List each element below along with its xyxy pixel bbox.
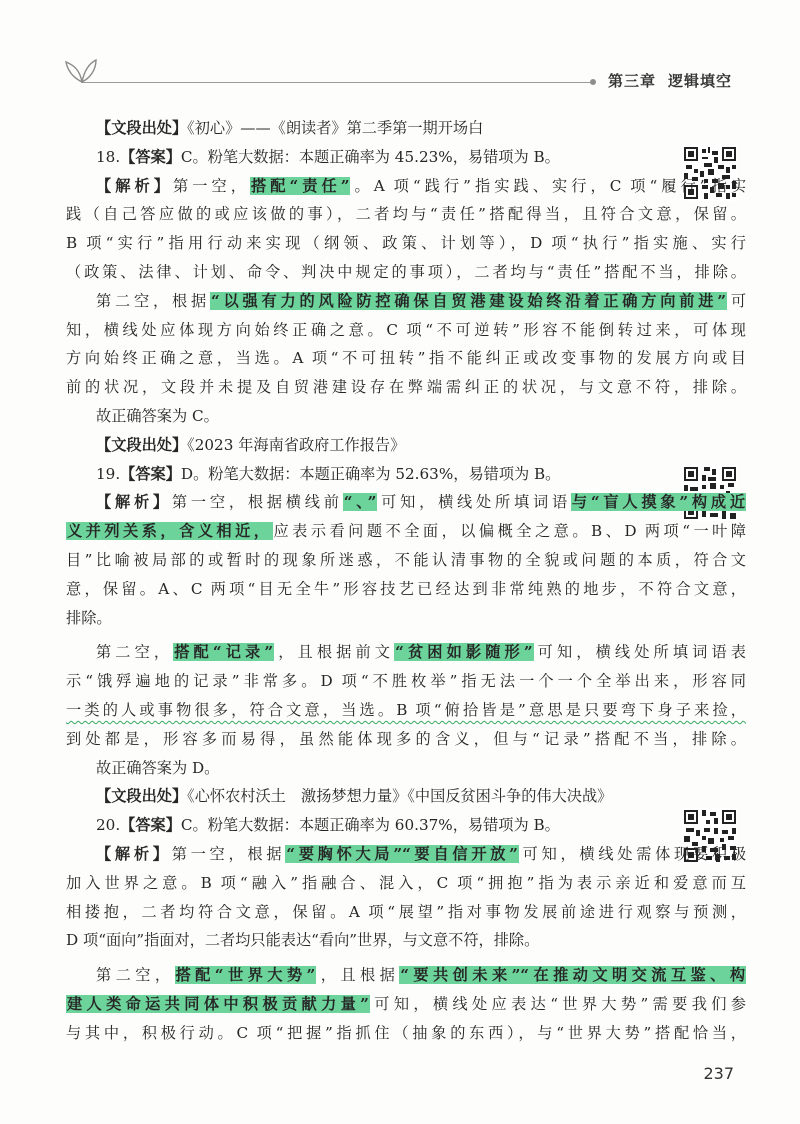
text-run: 可知，横线处所填词语	[377, 493, 571, 512]
highlight: “贫困如影随形”	[395, 643, 533, 662]
source-line	[66, 431, 746, 460]
source-line	[66, 114, 746, 143]
highlight: “要胸怀大局”“要自信开放”	[286, 844, 518, 863]
question-number: 19.	[96, 464, 121, 483]
page-body	[66, 114, 746, 1048]
analysis-line: D 项“面向”指面对，二者均只能表达“看向”世界，与文意不符，排除。	[66, 931, 540, 950]
chapter-heading	[608, 70, 732, 91]
answer-text: C。粉笔大数据：本题正确率为 60.37%，易错项为 B。	[180, 816, 560, 835]
answer-label: 【答案】	[120, 816, 181, 835]
analysis-line	[66, 287, 746, 316]
analysis-label: 【解析】	[96, 493, 172, 512]
analysis-line: 目”比喻被局部的或暂时的现象所迷惑，不能认清事物的全貌或问题的本质，符合文	[66, 550, 746, 569]
analysis-line: 示“饿殍遍地的记录”非常多。D 项“不胜枚举”指无法一个一个全举出来，形容同	[66, 672, 746, 691]
analysis-line: （政策、法律、计划、命令、判决中规定的事项），二者均与“责任”搭配不当，排除。	[66, 262, 746, 281]
source-label: 【文段出处】	[96, 787, 188, 806]
analysis-line: 知，横线处应体现方向始终正确之意。C 项“不可逆转”形容不能倒转过来，可体现	[66, 320, 746, 339]
header-rule-dot	[590, 79, 596, 85]
highlight: “、”	[343, 493, 377, 512]
source-text: 《2023 年海南省政府工作报告》	[187, 435, 406, 454]
text-run: 第二空，根据	[96, 291, 210, 310]
text-run: ，且根据前文	[274, 643, 395, 662]
text-run: 第一空，根据	[171, 844, 286, 863]
highlight: 搭配“责任”	[250, 176, 350, 195]
chapter-title: 逻辑填空	[667, 72, 732, 90]
analysis-line	[66, 961, 746, 990]
text-run: 可知，横线处所填词语表	[533, 643, 746, 662]
analysis-line: 与其中，积极行动。C 项“把握”指抓住（抽象的东西），与“世界大势”搭配恰当，	[66, 1023, 746, 1042]
analysis-line: 加入世界之意。B 项“融入”指融合、混入，C 项“拥抱”指为表示亲近和爱意而互	[66, 873, 746, 892]
analysis-line	[66, 840, 746, 869]
text-run: 第二空，	[96, 966, 175, 985]
chapter-number: 第三章	[607, 72, 656, 90]
answer-label: 【答案】	[120, 147, 181, 166]
page-number: 237	[703, 1064, 734, 1083]
wavy-underline-text: 一类的人或事物很多，符合文意，当选。B 项“俯拾皆是”意思是只要弯下身子来捡，	[66, 700, 746, 719]
text-run: 第二空，	[96, 643, 174, 662]
question-number: 18.	[96, 147, 121, 166]
question-number: 20.	[96, 816, 121, 835]
analysis-line	[66, 172, 746, 201]
source-line	[66, 782, 746, 811]
analysis-line: 前的状况，文段并未提及自贸港建设存在弊端需纠正的状况，与文意不符，排除。	[66, 378, 746, 397]
text-run: 可知，横线处需体现要积极	[518, 844, 747, 863]
text-run: 。A 项“践行”指实践、实行，C 项“履行”指实	[350, 176, 747, 195]
analysis-line	[66, 638, 746, 667]
highlight: 搭配“记录”	[174, 643, 274, 662]
analysis-label: 【解析】	[96, 844, 172, 863]
header-rule	[82, 82, 592, 83]
highlight: 义并列关系，含义相近，	[67, 522, 273, 541]
analysis-label: 【解析】	[96, 176, 173, 195]
analysis-line: 相搂抱，二者均符合文意，保留。A 项“展望”指对事物发展前途进行观察与预测，	[66, 902, 746, 921]
source-text: 《初心》——《朗读者》第二季第一期开场白	[187, 119, 484, 137]
highlight: 建人类命运共同体中积极贡献力量”	[67, 994, 369, 1013]
source-label: 【文段出处】	[96, 435, 188, 454]
text-run: ，且根据	[316, 966, 400, 985]
answer-line	[66, 460, 746, 489]
analysis-line: 意，保留。A、C 两项“目无全牛”形容技艺已经达到非常纯熟的地步，不符合文意，	[66, 579, 746, 598]
answer-line	[66, 143, 746, 172]
conclusion-line: 故正确答案为 D。	[96, 758, 220, 777]
leaf-icon	[58, 54, 98, 84]
analysis-line	[66, 696, 746, 725]
analysis-line	[66, 517, 746, 546]
source-label: 【文段出处】	[96, 119, 188, 137]
answer-label: 【答案】	[120, 464, 181, 483]
analysis-line: B 项“实行”指用行动来实现（纲领、政策、计划等），D 项“执行”指实施、实行	[66, 234, 746, 253]
text-run: 第一空，	[172, 176, 250, 195]
highlight: “以强有力的风险防控确保自贸港建设始终沿着正确方向前进”	[210, 291, 727, 310]
text-run: 可知，横线处应表达“世界大势”需要我们参	[369, 994, 746, 1013]
source-text: 《心怀农村沃土 激扬梦想力量》《中国反贫困斗争的伟大决战》	[187, 787, 613, 806]
answer-text: C。粉笔大数据：本题正确率为 45.23%，易错项为 B。	[180, 147, 560, 166]
analysis-line: 践（自己答应做的或应该做的事），二者均与“责任”搭配得当，且符合文意，保留。	[66, 205, 746, 224]
highlight: “要共创未来”“在推动文明交流互鉴、构	[400, 966, 746, 985]
answer-line	[66, 811, 746, 840]
analysis-line: 到处都是，形容多而易得，虽然能体现多的含义，但与“记录”搭配不当，排除。	[66, 729, 746, 748]
text-run: 应表示看问题不全面，以偏概全之意。B、D 两项“一叶障	[273, 522, 746, 541]
analysis-line: 方向始终正确之意，当选。A 项“不可扭转”指不能纠正或改变事物的发展方向或目	[66, 349, 746, 368]
highlight: 搭配“世界大势”	[175, 966, 316, 985]
highlight: 与“盲人摸象”构成近	[571, 493, 746, 512]
conclusion-line: 故正确答案为 C。	[96, 406, 219, 425]
analysis-line	[66, 990, 746, 1019]
answer-text: D。粉笔大数据：本题正确率为 52.63%，易错项为 B。	[180, 464, 561, 483]
text-run: 第一空，根据横线前	[171, 493, 343, 512]
analysis-line: 排除。	[66, 608, 112, 627]
page-header	[0, 0, 800, 110]
analysis-line	[66, 488, 746, 517]
text-run: 可	[727, 291, 747, 310]
